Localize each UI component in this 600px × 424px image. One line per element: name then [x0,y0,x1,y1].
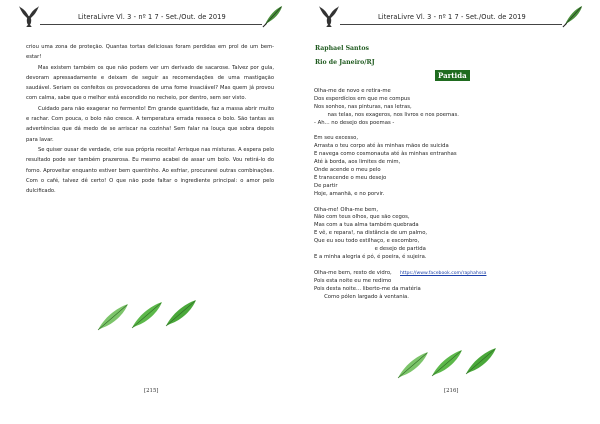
verse-line: nas telas, nos exageros, nos livros e nos poemas. [314,111,459,118]
page-number: [215] [144,388,159,394]
verse-line: Nos sonhos, nas pinturas, nas letras, [314,103,412,110]
page-number: [216] [444,388,459,394]
stanza [314,135,584,198]
verse-line: Hoje, amanhã, e no porvir. [314,190,385,197]
poem-body [314,88,584,309]
eagle-logo-icon [18,4,40,28]
verse-line: Pois desta noite... liberto-me da matéria [314,285,421,292]
verse-line: E vê, e repara!, na distância de um palmo, [314,230,428,237]
quill-logo-icon [562,4,584,28]
verse-line: Que eu sou todo estilhaço, e escombro, [314,238,420,245]
stanza [314,88,584,128]
verse-line: - Ah... no desejo dos poemas - [314,119,395,126]
facebook-link[interactable]: https://www.facebook.com/raphahssa [400,271,487,276]
page-header [318,4,584,30]
verse-line: Olha-me bem, resto de vidro, [314,269,392,276]
verse-line: Até à borda, aos limites de mim, [314,159,401,166]
paragraph: Mas existem também os que não podem ver um derivado de sacarose. Talvez por gula, devoram apressadamente e deixam de seguir as recomendações de uma mastigação saudável. Seriam os confeitos os provocadores de uma fome insaciável? Mas quem já provou com calma, sabe que o melhor está escondido no recheio, por dentro, sem ser visto. [26,64,274,102]
header-rule [340,24,562,25]
paragraph: Cuidado para não exagerar no fermento! Em grande quantidade, faz a massa abrir muito e rachar. Com pouca, o bolo não cresce. A temperatura errada resseca o bolo. São tantas as advertências que dá medo de se arriscar na cozinha! Sem falar na louça que sobra depois para lavar. [26,105,274,143]
verse-line: Como pólen largado à ventania. [314,293,409,300]
paragraph: Se quiser ousar de verdade, crie sua própria receita! Arrisque nas misturas. A espera pelo resultado pode ser também prazerosa. Eu mesmo acabei de assar um bolo. Vou retirá-lo do forno. Aproveitar enquanto estiver bem quentinho. Ao esfriar, procurarei outras combinações. Com o café, talvez dê certo! O que não pode faltar o ingrediente principal: o amor pelo dulcificado. [26,146,274,195]
journal-title: LiteraLivre Vl. 3 - nº 1 7 - Set./Out. de 2019 [378,13,526,21]
verse-line: Dos esperdícios em que me compus [314,95,411,102]
page-header [18,4,284,30]
verse-line: Olha-me! Olha-me bem, [314,206,379,213]
journal-title: LiteraLivre Vl. 3 - nº 1 7 - Set./Out. de 2019 [78,13,226,21]
verse-line: Arrasta o teu corpo até às minhas mãos de suicida [314,143,449,150]
header-rule [40,24,262,25]
author-name: Raphael Santos [315,45,370,52]
quill-logo-icon [262,4,284,28]
author-location: Rio de Janeiro/RJ [315,59,375,66]
verse-line: Mas com a tua alma também quebrada [314,222,419,229]
essay-text [26,42,274,196]
verse-line: Onde acende o meu pelo [314,167,381,174]
verse-line: Pois esta noite eu me redimo [314,277,392,284]
verse-line: E a minha alegria é pó, é poeira, é sujeira. [314,254,427,260]
verse-line: E transcende o meu desejo [314,174,387,181]
feather-ornament-icon [96,298,200,332]
paragraph: criou uma zona de proteção. Quantas tortas deliciosas foram perdidas em prol de um bem-estar! [26,44,274,61]
verse-line: e desejo de partida [314,246,426,253]
eagle-logo-icon [318,4,340,28]
verse-line: Olha-me de novo e retira-me [314,88,391,94]
poem-title: Partida [435,70,470,81]
stanza [314,207,584,262]
verse-line: E navega como cosmonauta até às minhas entranhas [314,151,457,158]
verse-line: Em seu excesso, [314,135,359,142]
verse-line: Não com teus olhos, que são cegos, [314,214,410,221]
verse-line: De partir [314,182,338,189]
feather-ornament-icon [396,346,500,380]
